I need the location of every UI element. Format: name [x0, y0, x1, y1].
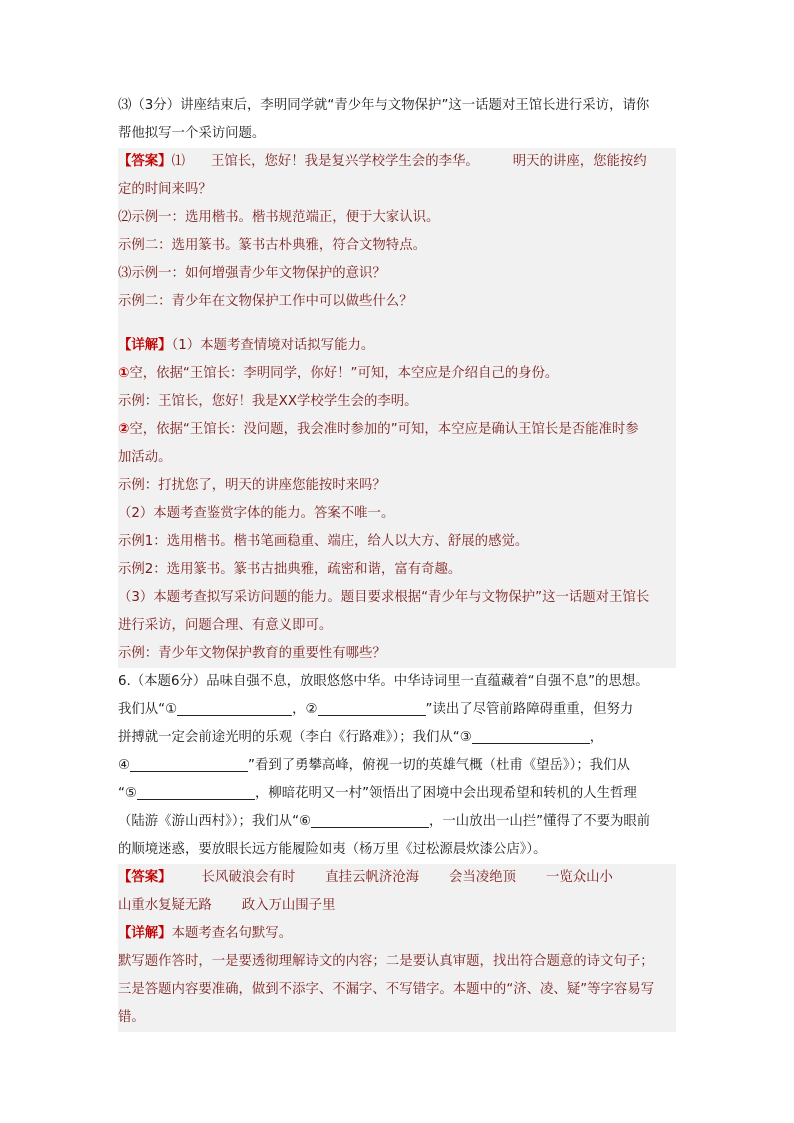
answer-1-line-3: 示例二：选用篆书。篆书古朴典雅，符合文物特点。 — [118, 238, 426, 253]
question-3-line-2: 帮他拟写一个采访问题。 — [118, 126, 266, 141]
question-6-line-4: ④ ”看到了勇攀高峰，俯视一切的英雄气概（杜甫《望岳》）；我们从 — [118, 758, 630, 773]
question-6-line-1: 6.（本题6分）品味自强不息，放眼悠悠中华。中华诗词里一直蕴藏着“自强不息”的思想。 — [118, 674, 649, 689]
detail-1-line-9: 示例2：选用篆书。篆书古拙典雅，疏密和谐，富有奇趣。 — [118, 562, 462, 577]
answer-1-line-1b: 定的时间来吗？ — [118, 182, 212, 197]
blank-5-field[interactable] — [137, 784, 255, 800]
detail-1-line-5: 加活动。 — [118, 450, 172, 465]
detail-1-line-6: 示例：打扰您了，明天的讲座您能按时来吗？ — [118, 478, 386, 493]
detail-1-line-4: ②空，依据“王馆长：没问题，我会准时参加的”可知，本空应是确认王馆长是否能准时参 — [118, 422, 639, 437]
answer-tag: 【答案】 — [118, 154, 172, 169]
blank-6-field[interactable] — [311, 812, 429, 828]
detail-1-line-2: ①空，依据“王馆长：李明同学，你好！”可知，本空应是介绍自己的身份。 — [118, 366, 559, 381]
detail-2-line-1: 【详解】本题考查名句默写。 — [118, 926, 293, 941]
blank-1-field[interactable] — [177, 700, 292, 716]
detail-1-line-7: （2）本题考查鉴赏字体的能力。答案不唯一。 — [118, 506, 395, 521]
detail-2-line-2: 默写题作答时，一是要透彻理解诗文的内容；二是要认真审题，找出符合题意的诗文句子； — [118, 954, 654, 969]
blank-2-field[interactable] — [318, 700, 426, 716]
question-3-line-1: ⑶（3分）讲座结束后，李明同学就“青少年与文物保护”这一话题对王馆长进行采访，请你 — [118, 98, 650, 113]
answer-block-1 — [118, 148, 676, 668]
question-6-line-6: （陆游《游山西村》）；我们从“⑥ ，一山放出一山拦”懂得了不要为眼前 — [118, 814, 651, 829]
question-6-line-2: 我们从“① ，② ”读出了尽管前路障碍重重，但努力 — [118, 702, 634, 717]
circled-number: ① — [118, 366, 130, 381]
detail-2-line-4: 错。 — [118, 1010, 145, 1025]
detail-tag: 【详解】 — [118, 338, 172, 353]
answer-1-line-1 — [118, 148, 676, 176]
detail-1-line-1: 【详解】（1）本题考查情境对话拟写能力。 — [118, 338, 375, 353]
circled-number: ② — [118, 422, 130, 437]
answer-2-line-2: 山重水复疑无路 政入万山围子里 — [118, 898, 336, 913]
detail-2-line-3: 三是答题内容要准确，做到不添字、不漏字、不写错字。本题中的“济、凌、疑”等字容易写 — [118, 982, 655, 997]
answer-1-line-4: ⑶示例一：如何增强青少年文物保护的意识？ — [118, 266, 386, 281]
question-6-line-3: 拼搏就一定会前途光明的乐观（李白《行路难》）；我们从“③ ， — [118, 730, 604, 745]
blank-4-field[interactable] — [130, 756, 248, 772]
detail-1-line-11: 进行采访，问题合理、有意义即可。 — [118, 618, 333, 633]
answer-2-line-1: 【答案】 长风破浪会有时 直挂云帆济沧海 会当凌绝顶 一览众山小 — [118, 870, 613, 885]
detail-1-line-12: 示例：青少年文物保护教育的重要性有哪些？ — [118, 646, 386, 661]
answer-1-line-5: 示例二：青少年在文物保护工作中可以做些什么？ — [118, 294, 413, 309]
question-6-line-5: “⑤ ，柳暗花明又一村”领悟出了困境中会出现希望和转机的人生哲理 — [118, 786, 637, 801]
document-page — [118, 92, 676, 1032]
blank-3-field[interactable] — [472, 728, 590, 744]
detail-1-line-8: 示例1：选用楷书。楷书笔画稳重、端庄，给人以大方、舒展的感觉。 — [118, 534, 529, 549]
answer-1-line-2: ⑵示例一：选用楷书。楷书规范端正，便于大家认识。 — [118, 210, 440, 225]
detail-1-line-10: （3）本题考查拟写采访问题的能力。题目要求根据“青少年与文物保护”这一话题对王馆长 — [118, 590, 650, 605]
detail-1-line-3: 示例：王馆长，您好！我是XX学校学生会的李明。 — [118, 394, 418, 409]
question-6-line-7: 的顺境迷惑，要放眼长远方能履险如夷（杨万里《过松源晨炊漆公店》）。 — [118, 842, 547, 857]
answer-1-part-2: 明天的讲座，您能按约 — [512, 154, 647, 169]
answer-block-2 — [118, 864, 676, 1032]
answer-1-part-1: 王馆长，您好！我是复兴学校学生会的李华。 — [210, 154, 479, 169]
answer-number: ⑴ — [171, 154, 185, 169]
